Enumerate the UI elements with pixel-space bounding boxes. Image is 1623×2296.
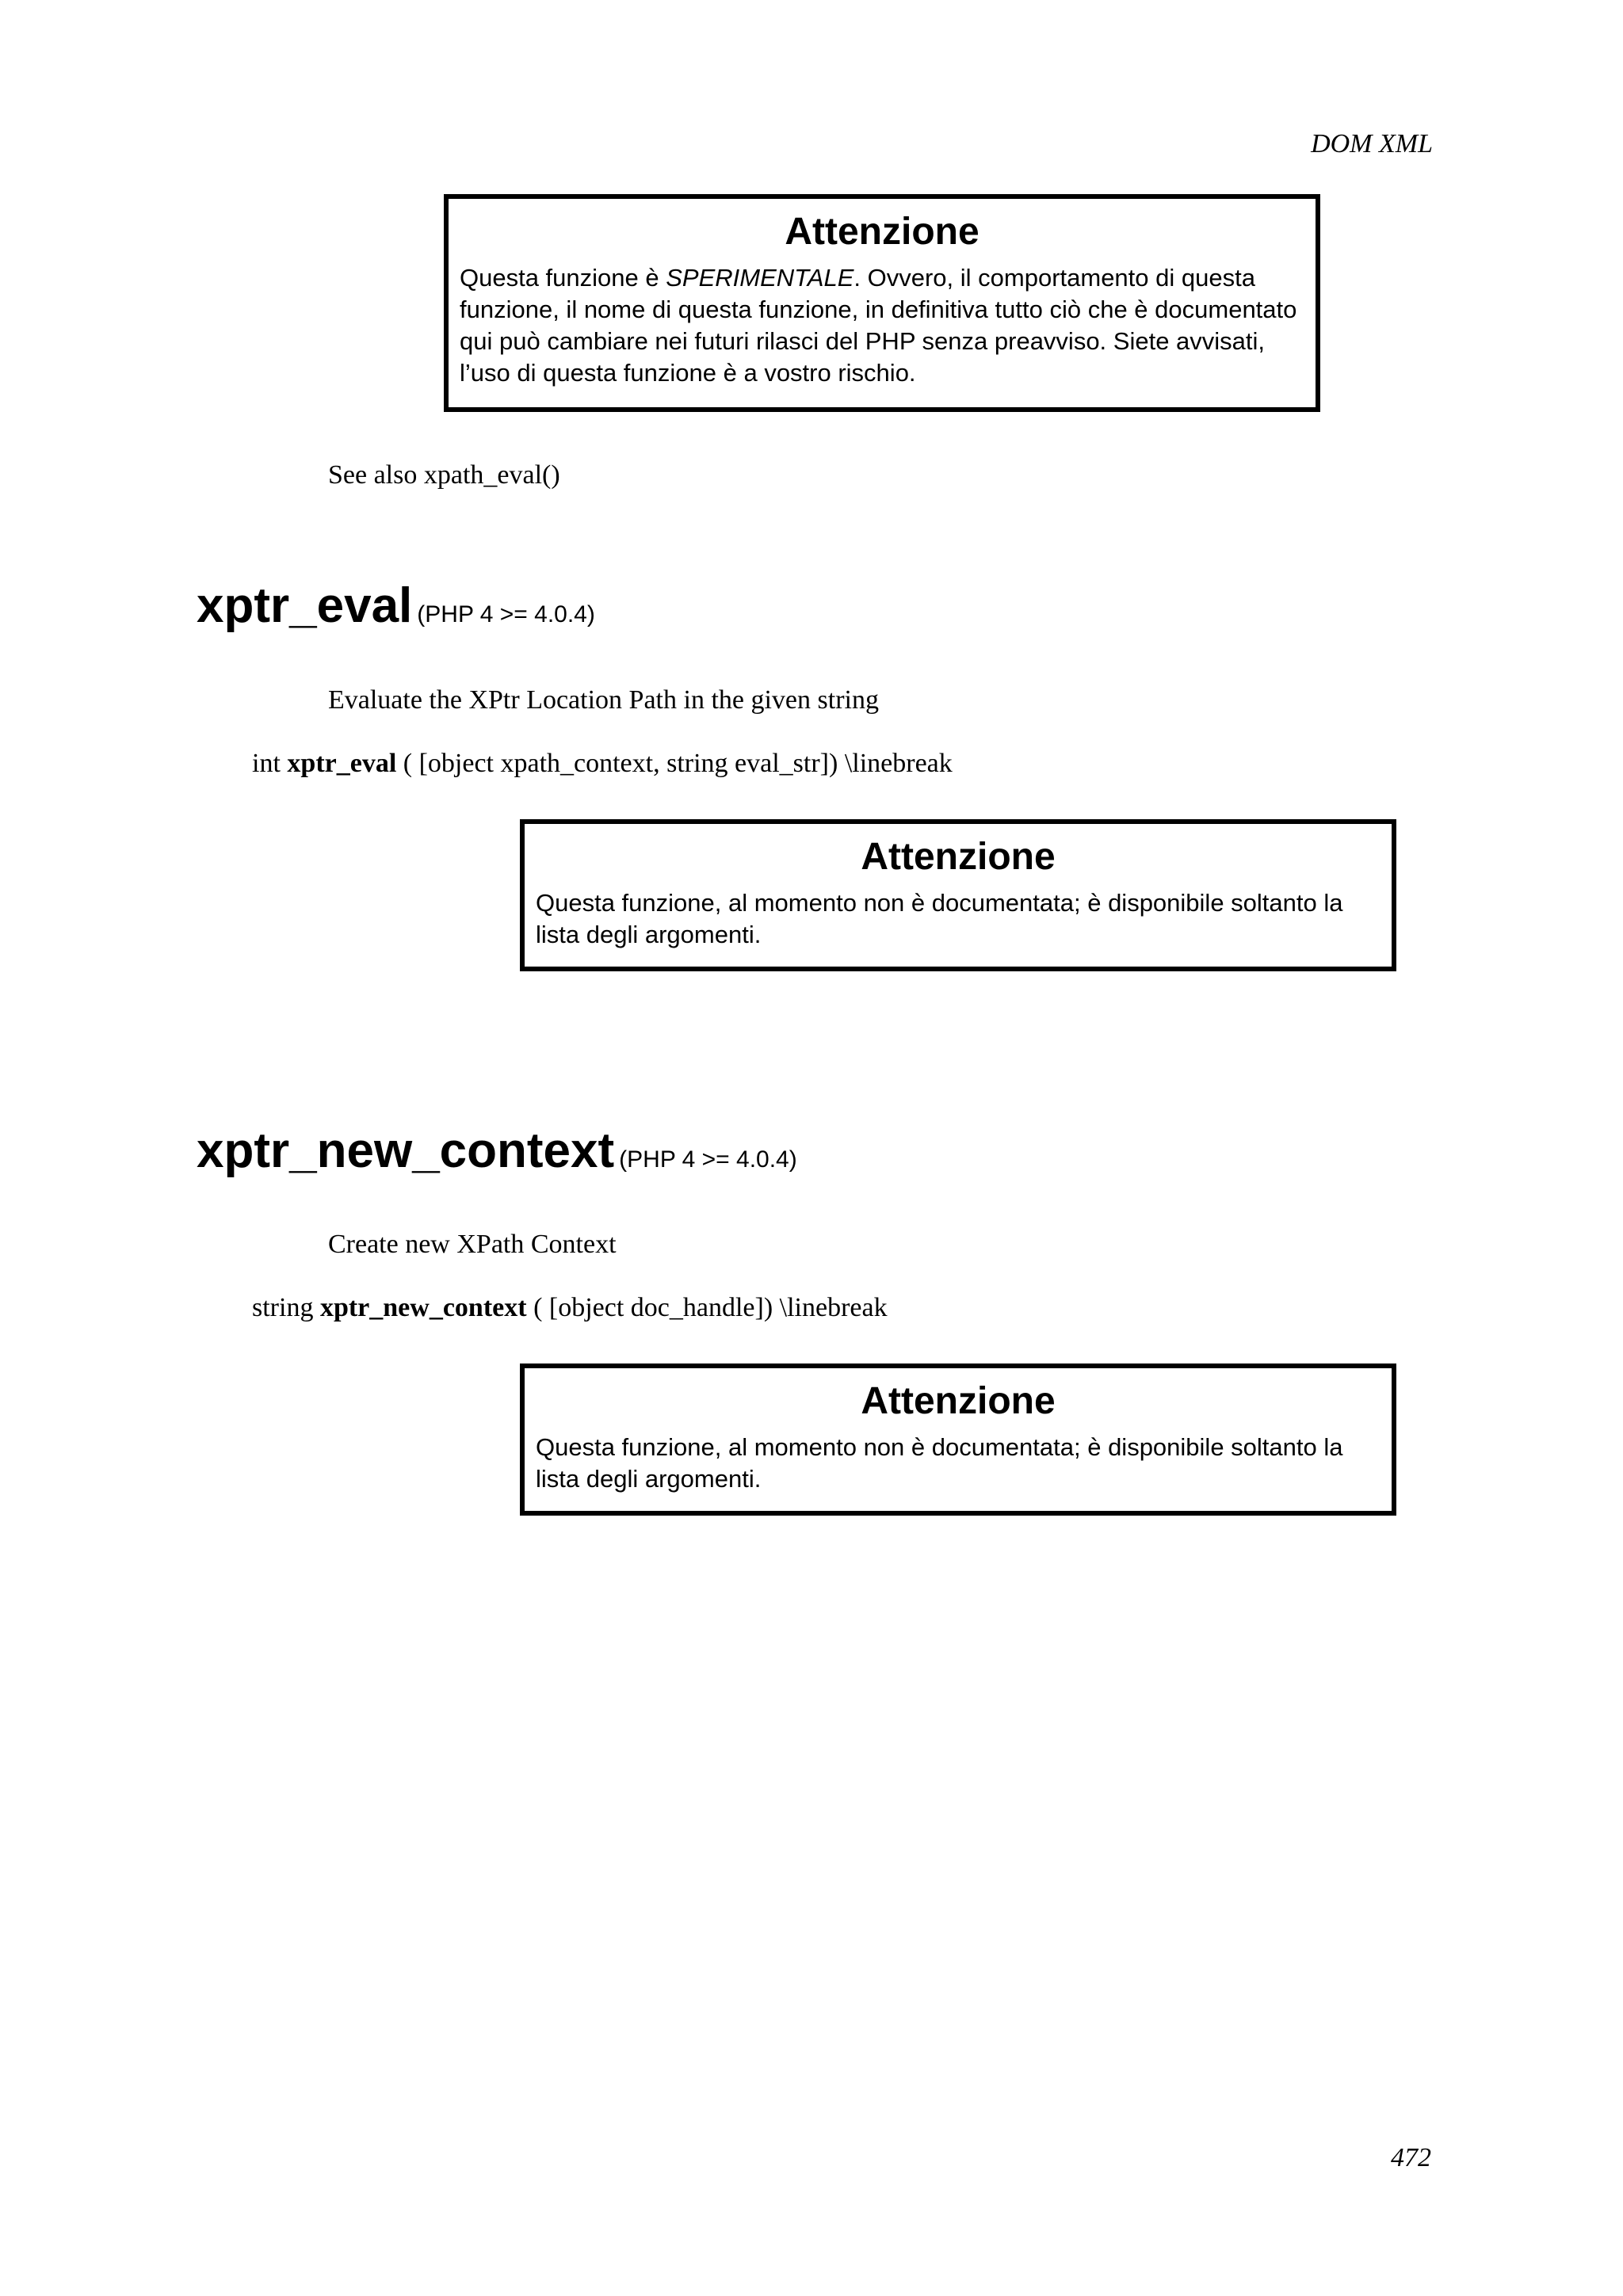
page-number: 472 bbox=[1391, 2143, 1431, 2172]
function-name: xptr_eval bbox=[197, 578, 413, 633]
warning-title: Attenzione bbox=[785, 211, 980, 253]
function-name: xptr_new_context bbox=[197, 1123, 615, 1178]
function-version: (PHP 4 >= 4.0.4) bbox=[417, 601, 595, 627]
signature-arguments: ( [object doc_handle]) \linebreak bbox=[526, 1293, 888, 1322]
warning-title: Attenzione bbox=[861, 1380, 1056, 1422]
signature-arguments: ( [object xpath_context, string eval_str]) \linebreak bbox=[396, 749, 953, 778]
signature-return-type: int bbox=[252, 749, 288, 778]
function-heading-xptr-new-context bbox=[197, 1123, 797, 1179]
see-also-text: See also xpath_eval() bbox=[328, 460, 560, 490]
warning-box-experimental bbox=[444, 194, 1320, 412]
running-header: DOM XML bbox=[1311, 129, 1433, 158]
warning-body: Questa funzione, al momento non è documentata; è disponibile soltanto la lista degli argomenti. bbox=[536, 889, 1343, 948]
function-signature bbox=[252, 748, 953, 780]
warning-body: Questa funzione, al momento non è documentata; è disponibile soltanto la lista degli argomenti. bbox=[536, 1433, 1343, 1493]
function-heading-xptr-eval bbox=[197, 578, 595, 634]
warning-box-undocumented bbox=[520, 819, 1396, 971]
function-version: (PHP 4 >= 4.0.4) bbox=[619, 1146, 797, 1173]
function-signature bbox=[252, 1292, 888, 1324]
function-description: Create new XPath Context bbox=[328, 1230, 617, 1259]
function-description: Evaluate the XPtr Location Path in the given string bbox=[328, 685, 879, 715]
warning-body bbox=[449, 262, 1316, 389]
warning-body-suffix: . Ovvero, il comportamento di questa funzione, il nome di questa funzione, in definitiva tutto ciò che è documentato qui può cambiare nei futuri rilasci del PHP senza preavviso. Siete avvisati, l’uso di questa funzione è a vostro rischio. bbox=[460, 264, 1297, 387]
signature-function-name: xptr_new_context bbox=[319, 1293, 527, 1322]
warning-box-undocumented bbox=[520, 1363, 1396, 1516]
warning-body-emphasis: SPERIMENTALE bbox=[666, 264, 854, 292]
signature-function-name: xptr_eval bbox=[287, 749, 397, 778]
warning-title: Attenzione bbox=[861, 836, 1056, 878]
signature-return-type: string bbox=[252, 1293, 320, 1322]
warning-body-prefix: Questa funzione è bbox=[460, 264, 666, 292]
